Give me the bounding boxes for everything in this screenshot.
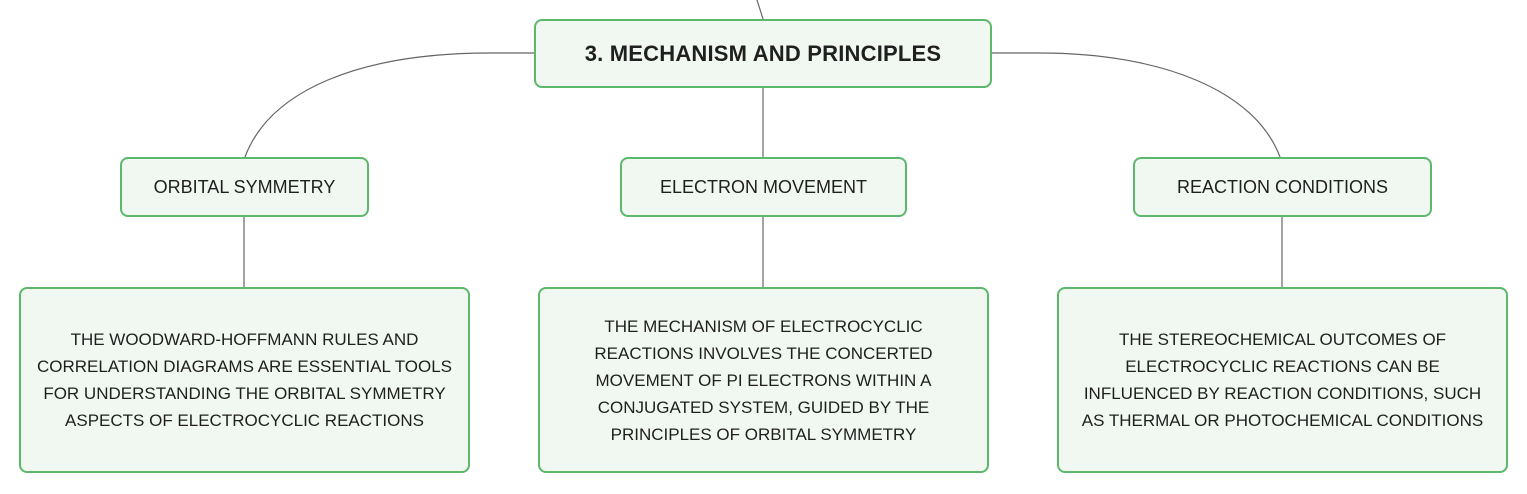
root-node[interactable] <box>534 19 992 88</box>
connector-root-to-reaction-conditions <box>992 53 1280 157</box>
detail-orbital-symmetry-text: THE WOODWARD-HOFFMANN RULES AND CORRELATION DIAGRAMS ARE ESSENTIAL TOOLS FOR UNDERSTANDING THE ORBITAL SYMMETRY ASPECTS OF ELECTROCYCLIC REACTIONS <box>36 330 453 430</box>
node-reaction-conditions[interactable] <box>1133 157 1432 217</box>
detail-electron-movement-text: THE MECHANISM OF ELECTROCYCLIC REACTIONS INVOLVES THE CONCERTED MOVEMENT OF PI ELECTRONS WITHIN A CONJUGATED SYSTEM, GUIDED BY THE PRINCIPLES OF ORBITAL SYMMETRY <box>594 316 933 444</box>
detail-reaction-conditions-text: THE STEREOCHEMICAL OUTCOMES OF ELECTROCYCLIC REACTIONS CAN BE INFLUENCED BY REACTION CONDITIONS, SUCH AS THERMAL OR PHOTOCHEMICAL CONDITIONS <box>1081 330 1484 430</box>
node-electron-movement-label: ELECTRON MOVEMENT <box>659 176 868 197</box>
detail-node-reaction-conditions[interactable] <box>1057 287 1508 473</box>
node-electron-movement[interactable] <box>620 157 907 217</box>
node-orbital-symmetry[interactable] <box>120 157 369 217</box>
detail-node-orbital-symmetry[interactable] <box>19 287 470 473</box>
node-orbital-symmetry-label: ORBITAL SYMMETRY <box>153 176 336 197</box>
root-node-label: 3. MECHANISM AND PRINCIPLES <box>584 40 942 66</box>
connector-parent-to-root <box>757 0 763 19</box>
connector-root-to-orbital-symmetry <box>245 53 534 157</box>
node-reaction-conditions-label: REACTION CONDITIONS <box>1176 176 1388 197</box>
detail-node-electron-movement[interactable] <box>538 287 989 473</box>
